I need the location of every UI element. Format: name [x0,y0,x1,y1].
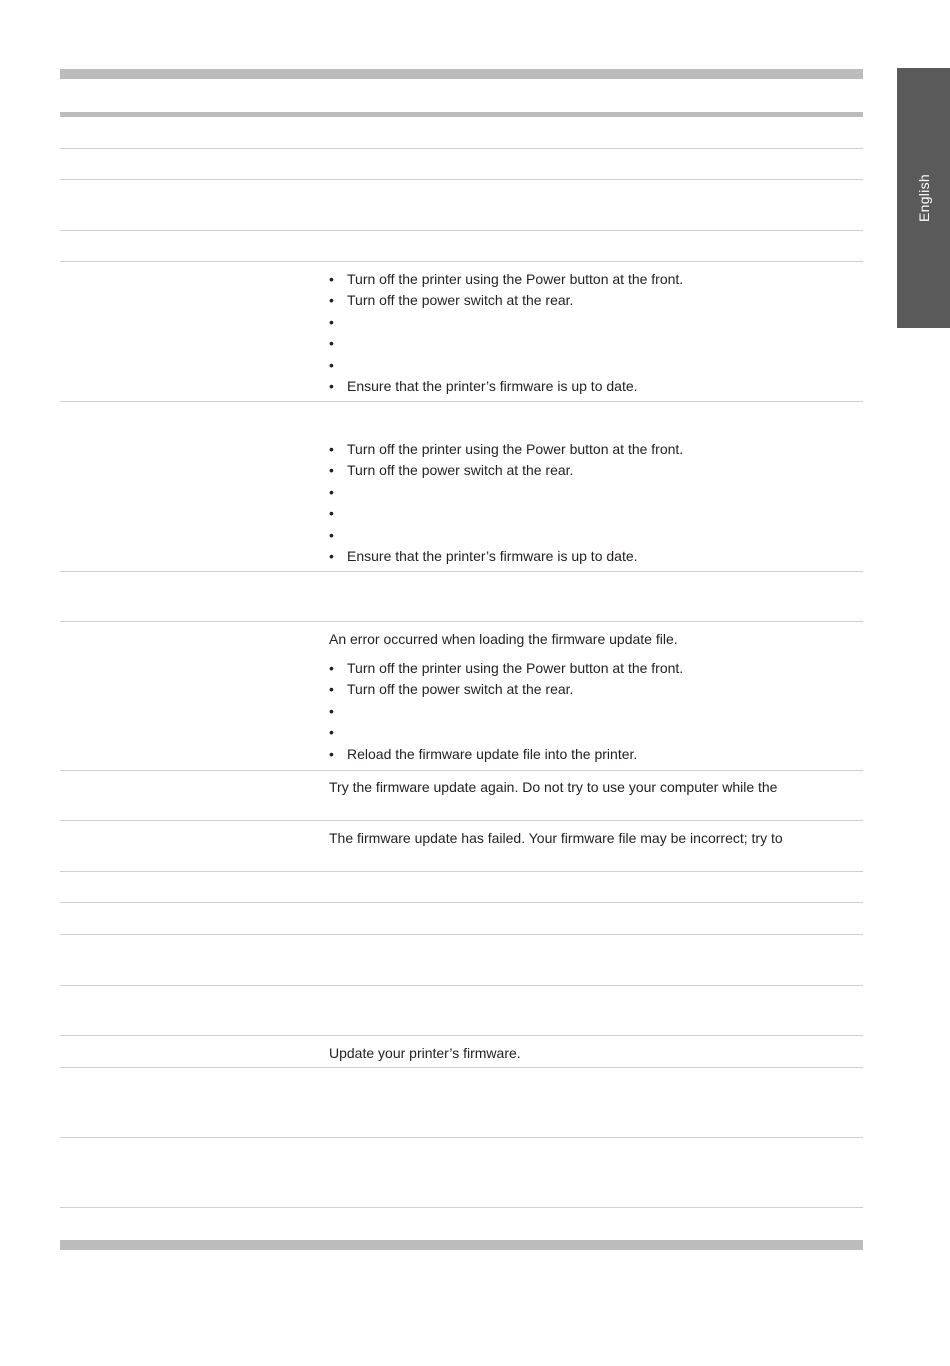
table-row-divider [60,871,863,872]
solution-cell-1 [329,270,849,398]
solution-text: An error occurred when loading the firmware update file. [329,631,678,647]
solution-step: • Turn off the printer using the Power button at the front. [329,440,849,461]
solution-step: • Turn off the power switch at the rear. [329,291,849,312]
table-row-divider [60,1207,863,1208]
solution-steps [329,659,849,766]
language-side-tab [897,68,950,328]
solution-step: • Ensure that the printer’s firmware is up to date. [329,377,849,398]
table-row-divider [60,401,863,402]
solution-step: • Turn off the power switch at the rear. [329,461,849,482]
table-row-divider [60,1067,863,1068]
table-row-divider [60,985,863,986]
table-row-divider [60,1035,863,1036]
table-row-divider [60,230,863,231]
solution-text: Update your printer’s firmware. [329,1045,521,1061]
solution-step [329,504,849,525]
solution-step: • Ensure that the printer’s firmware is up to date. [329,547,849,568]
solution-step: • Turn off the printer using the Power button at the front. [329,270,849,291]
top-rule [60,69,863,79]
bottom-rule [60,1240,863,1250]
solution-steps [329,270,849,398]
table-row-divider [60,621,863,622]
table-row-divider [60,179,863,180]
solution-step [329,526,849,547]
solution-step [329,313,849,334]
table-row-divider [60,820,863,821]
table-row-divider [60,902,863,903]
solution-text: Try the firmware update again. Do not try to use your computer while the [329,779,778,795]
solution-step [329,723,849,744]
language-label: English [915,173,932,223]
solution-steps [329,440,849,568]
solution-text: The firmware update has failed. Your firmware file may be incorrect; try to [329,830,783,846]
solution-cell-2 [329,440,849,568]
table-row-divider [60,1137,863,1138]
table-row-divider [60,571,863,572]
solution-step: • Turn off the printer using the Power button at the front. [329,659,849,680]
solution-step [329,334,849,355]
table-row-divider [60,934,863,935]
solution-cell-3 [329,630,849,766]
table-row-divider [60,148,863,149]
solution-step [329,702,849,723]
solution-step [329,483,849,504]
solution-cell-5 [329,829,849,847]
solution-cell-4 [329,778,849,796]
solution-step: • Turn off the power switch at the rear. [329,680,849,701]
table-header-rule [60,112,863,117]
solution-cell-6 [329,1044,849,1062]
table-row-divider [60,261,863,262]
table-row-divider [60,770,863,771]
solution-step [329,356,849,377]
solution-step: • Reload the firmware update file into the printer. [329,745,849,766]
